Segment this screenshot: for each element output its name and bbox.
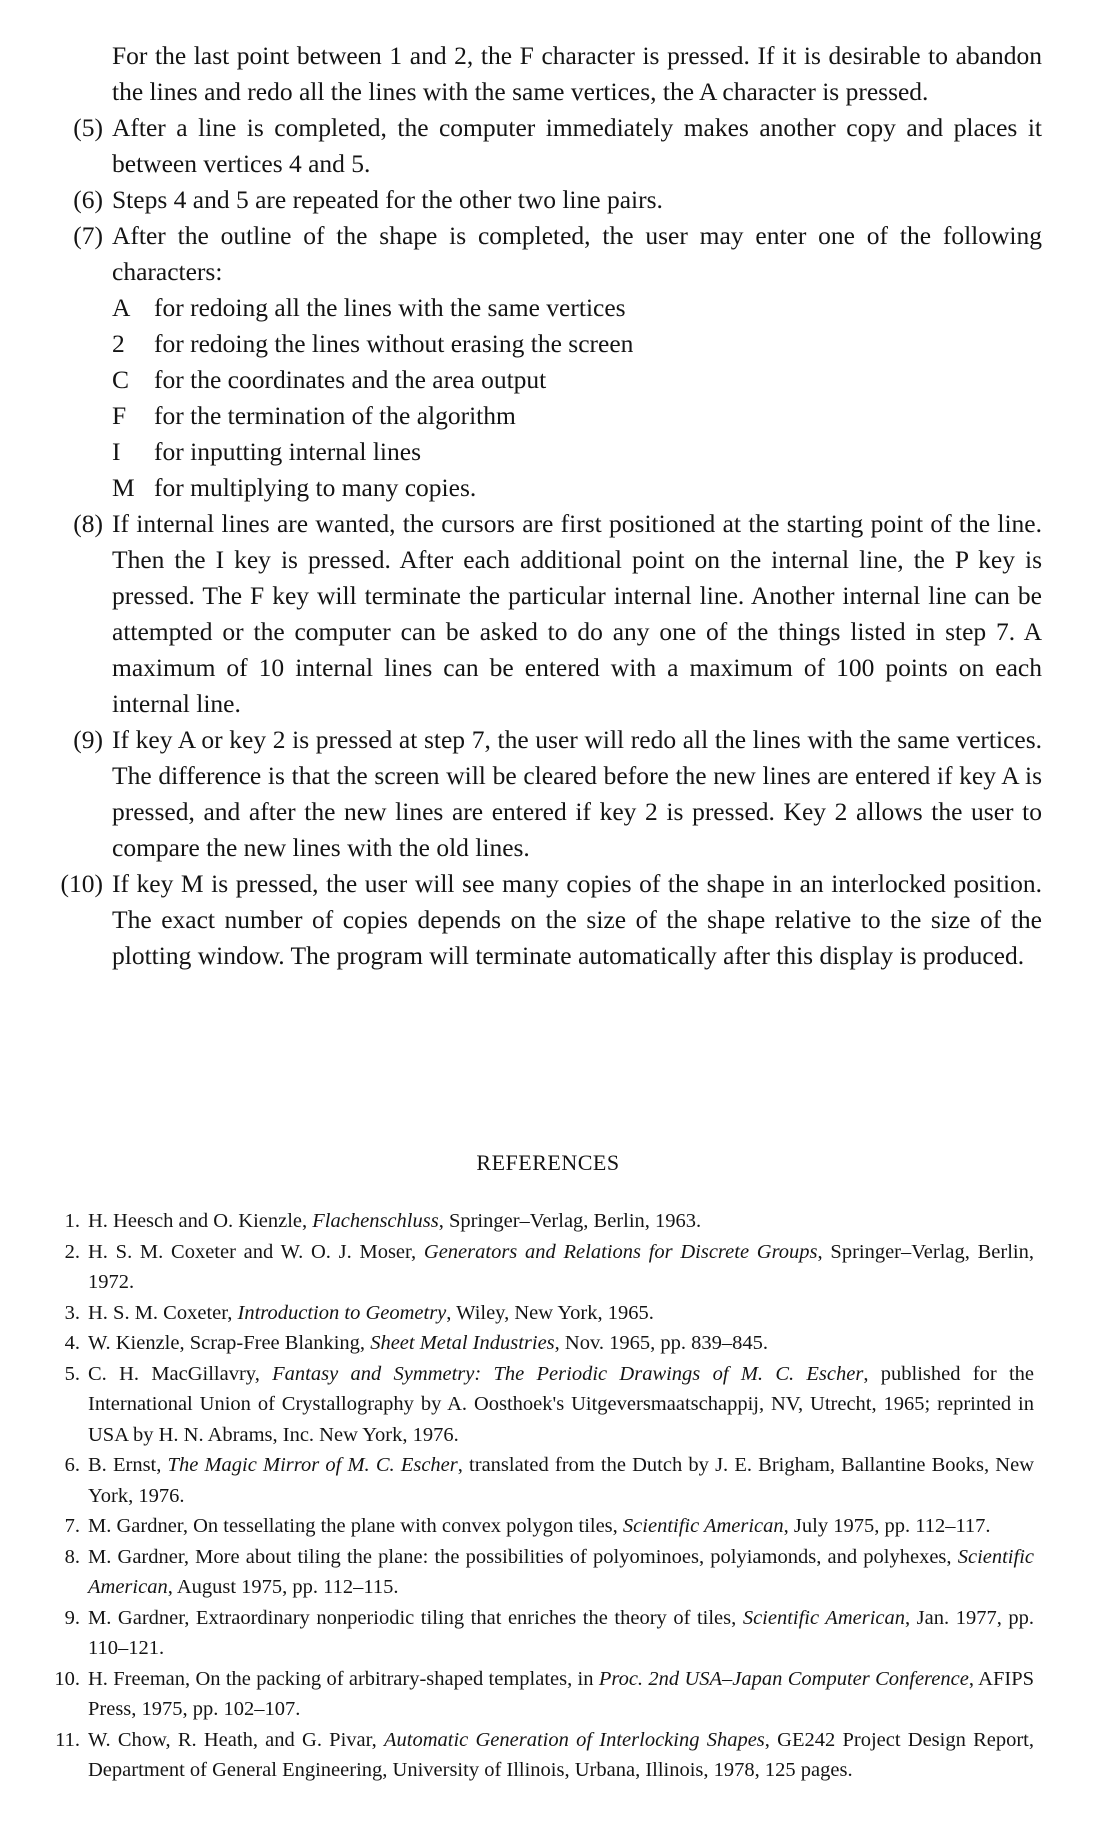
procedure-steps: [60, 38, 1042, 974]
step-number: (10): [60, 869, 103, 898]
reference-authors: M. Gardner, Extraordinary nonperiodic tiling that enriches the theory of tiles,: [88, 1606, 743, 1629]
step-number: (6): [73, 185, 103, 214]
reference-item: [64, 1511, 1034, 1542]
reference-authors: M. Gardner, On tessellating the plane with convex polygon tiles,: [88, 1515, 623, 1537]
reference-item: [54, 1664, 1034, 1725]
reference-title: Proc. 2nd USA–Japan Computer Conference: [598, 1667, 969, 1690]
reference-item: [64, 1359, 1035, 1451]
reference-details: , translated from the Dutch by J. E. Brigham, Ballantine Books, New York, 1976.: [88, 1454, 1035, 1507]
reference-details: , Springer–Verlag, Berlin, 1972.: [88, 1240, 1034, 1293]
reference-title: Generators and Relations for Discrete Groups: [423, 1240, 818, 1263]
reference-details: , Nov. 1965, pp. 839–845.: [554, 1332, 769, 1354]
reference-item: [64, 1206, 1034, 1237]
step-number: (8): [73, 509, 103, 538]
option-item: [112, 470, 1042, 506]
option-item: [112, 326, 1042, 362]
reference-authors: W. Chow, R. Heath, and G. Pivar,: [88, 1728, 384, 1751]
reference-number: 9.: [64, 1606, 80, 1629]
option-text: for redoing the lines without erasing the screen: [154, 329, 634, 358]
option-key: 2: [112, 329, 125, 358]
step-text: If internal lines are wanted, the cursors are first positioned at the starting point of the line. Then the I key is pressed. After each additional point on the internal line, the P key is pressed. The F key will terminate the particular internal line. Another internal line can be attempted or the computer can be asked to do any one of the things listed in step 7. A maximum of 10 internal lines can be entered with a maximum of 100 points on each internal line.: [112, 509, 1042, 718]
option-item: [112, 398, 1042, 434]
reference-number: 11.: [55, 1728, 80, 1751]
option-key: I: [112, 437, 121, 466]
reference-title: Flachenschluss: [312, 1210, 439, 1232]
reference-details: , Wiley, New York, 1965.: [446, 1301, 654, 1324]
reference-details: , August 1975, pp. 112–115.: [167, 1576, 399, 1598]
reference-authors: B. Ernst,: [88, 1454, 168, 1476]
reference-number: 1.: [64, 1210, 80, 1232]
option-text: for multiplying to many copies.: [154, 473, 477, 502]
step-6: [73, 182, 1042, 218]
references-heading: REFERENCES: [476, 1150, 620, 1175]
option-item: [112, 362, 1042, 398]
reference-title: Scientific American: [742, 1606, 905, 1629]
reference-item: [64, 1328, 1034, 1359]
reference-item: [55, 1725, 1035, 1786]
step-number: (9): [73, 725, 103, 754]
reference-item: [64, 1298, 1034, 1329]
reference-details: , Springer–Verlag, Berlin, 1963.: [438, 1210, 702, 1232]
option-key: M: [112, 473, 135, 502]
reference-title: Introduction to Geometry: [237, 1301, 447, 1324]
step-number: (5): [73, 113, 103, 142]
reference-item: [64, 1450, 1035, 1511]
reference-title: The Magic Mirror of M. C. Escher: [167, 1454, 458, 1476]
character-options-list: [112, 290, 1042, 506]
reference-authors: H. Freeman, On the packing of arbitrary-shaped templates, in: [88, 1667, 599, 1690]
reference-number: 4.: [64, 1332, 80, 1354]
option-key: C: [112, 365, 130, 394]
reference-title: Scientific American: [88, 1545, 1034, 1598]
reference-item: [64, 1542, 1034, 1603]
reference-details: , AFIPS Press, 1975, pp. 102–107.: [88, 1667, 1034, 1720]
reference-details: , GE242 Project Design Report, Department of General Engineering, University of Illinois, Urbana, Illinois, 1978, 125 pages.: [88, 1728, 1035, 1781]
reference-number: 10.: [54, 1667, 80, 1690]
reference-title: Sheet Metal Industries: [370, 1332, 555, 1354]
reference-number: 3.: [64, 1301, 80, 1324]
reference-number: 7.: [64, 1515, 80, 1537]
reference-details: , published for the International Union of Crystallography by A. Oosthoek's Uitgeversmaatschappij, NV, Utrecht, 1965; reprinted in USA by H. N. Abrams, Inc. New York, 1976.: [88, 1362, 1035, 1446]
reference-authors: H. S. M. Coxeter,: [88, 1301, 238, 1324]
reference-authors: M. Gardner, More about tiling the plane: the possibilities of polyominoes, polyiamonds, and polyhexes,: [88, 1545, 958, 1568]
option-text: for inputting internal lines: [154, 437, 421, 466]
step-10: [60, 866, 1042, 974]
reference-item: [64, 1237, 1034, 1298]
references-list: [54, 1206, 1035, 1786]
step-9: [73, 722, 1042, 866]
step-8: [73, 506, 1042, 722]
reference-item: [64, 1603, 1035, 1664]
option-text: for the termination of the algorithm: [154, 401, 516, 430]
option-key: A: [112, 293, 131, 322]
reference-number: 2.: [64, 1240, 80, 1263]
option-text: for the coordinates and the area output: [154, 365, 547, 394]
reference-title: Fantasy and Symmetry: The Periodic Drawings of M. C. Escher: [272, 1362, 864, 1385]
reference-title: Automatic Generation of Interlocking Shapes: [384, 1728, 765, 1751]
reference-details: , Jan. 1977, pp. 110–121.: [88, 1606, 1035, 1659]
reference-authors: C. H. MacGillavry,: [88, 1362, 273, 1385]
option-text: for redoing all the lines with the same vertices: [154, 293, 626, 322]
option-item: [112, 434, 1042, 470]
reference-details: , July 1975, pp. 112–117.: [783, 1515, 991, 1537]
option-item: [112, 290, 1042, 326]
step-text: After a line is completed, the computer immediately makes another copy and places it between vertices 4 and 5.: [112, 113, 1042, 178]
reference-number: 8.: [64, 1545, 80, 1568]
option-key: F: [112, 401, 127, 430]
step-text: If key A or key 2 is pressed at step 7, the user will redo all the lines with the same vertices. The difference is that the screen will be cleared before the new lines are entered if key A is pressed, and after the new lines are entered if key 2 is pressed. Key 2 allows the user to compare the new lines with the old lines.: [112, 725, 1042, 862]
step-continuation-text: For the last point between 1 and 2, the F character is pressed. If it is desirable to abandon the lines and redo all the lines with the same vertices, the A character is pressed.: [112, 41, 1042, 106]
step-text: If key M is pressed, the user will see many copies of the shape in an interlocked position. The exact number of copies depends on the size of the shape relative to the size of the plotting window. The program will terminate automatically after this display is produced.: [112, 869, 1042, 970]
reference-authors: H. S. M. Coxeter and W. O. J. Moser,: [88, 1240, 424, 1263]
step-text: After the outline of the shape is completed, the user may enter one of the following characters:: [112, 221, 1042, 286]
step-5: [73, 110, 1042, 182]
step-number: (7): [73, 221, 103, 250]
reference-authors: W. Kienzle, Scrap-Free Blanking,: [88, 1332, 371, 1354]
reference-number: 5.: [64, 1362, 80, 1385]
reference-number: 6.: [64, 1454, 80, 1476]
reference-title: Scientific American: [622, 1515, 784, 1537]
step-7: [73, 218, 1042, 506]
reference-authors: H. Heesch and O. Kienzle,: [88, 1210, 313, 1232]
step-text: Steps 4 and 5 are repeated for the other two line pairs.: [112, 185, 663, 214]
